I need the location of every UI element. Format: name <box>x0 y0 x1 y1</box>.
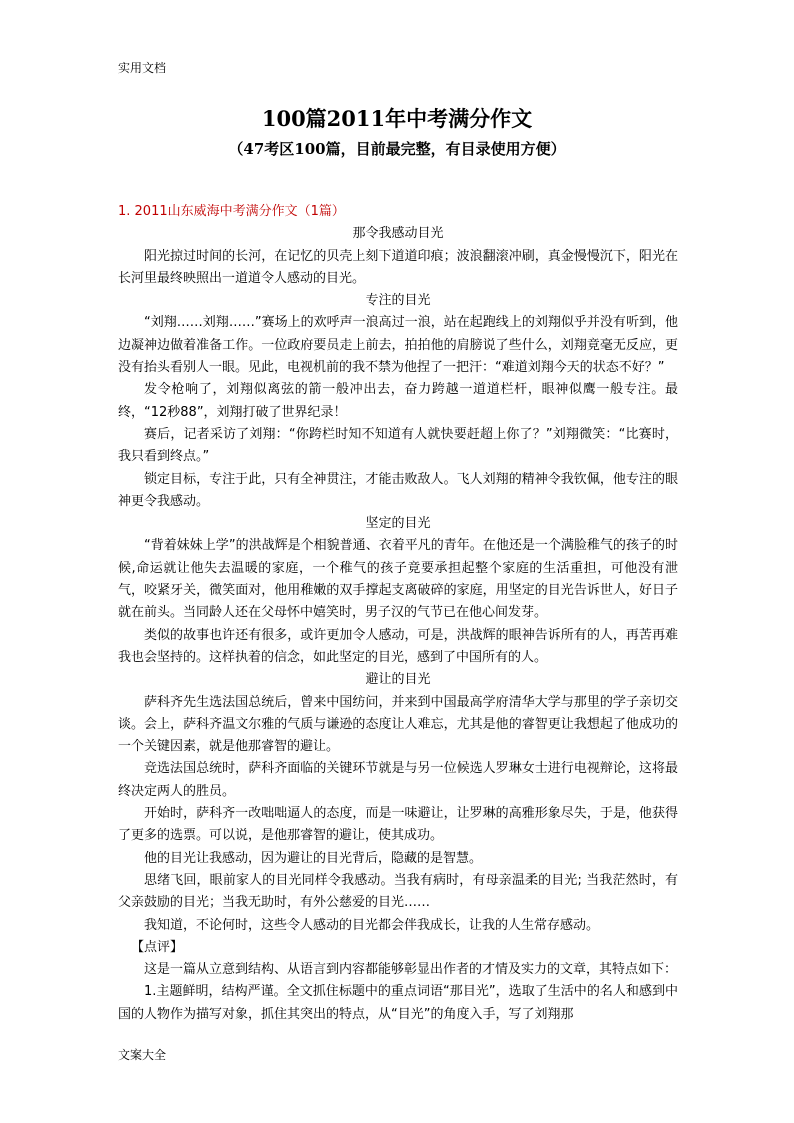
paragraph: 类似的故事也许还有很多，或许更加令人感动，可是，洪战辉的眼神告诉所有的人，再苦再难我也会坚持的。这样执着的信念，如此坚定的目光，感到了中国所有的人。 <box>118 627 678 665</box>
subheading-firm-gaze: 坚定的目光 <box>365 516 431 532</box>
paragraph: “刘翔……刘翔……”赛场上的欢呼声一浪高过一浪，站在起跑线上的刘翔似乎并没有听到，他边凝神边做着准备工作。一位政府要员走上前去，拍拍他的肩膀说了些什么，刘翔竟毫无反应，更没有抬头看别人一眼。见此，电视机前的我不禁为他捏了一把汗：“难道刘翔今天的状态不好？” <box>118 315 678 376</box>
paragraph: 我知道，不论何时，这些令人感动的目光都会伴我成长，让我的人生常存感动。 <box>144 917 600 933</box>
subheading-yielding-gaze: 避让的目光 <box>365 672 431 688</box>
paragraph: 开始时，萨科齐一改咄咄逼人的态度，而是一味避让，让罗琳的高雅形象尽失，于是，他获得了更多的选票。可以说，是他那睿智的避让，使其成功。 <box>118 806 678 844</box>
subheading-focused-gaze: 专注的目光 <box>365 293 431 309</box>
paragraph: 发令枪响了，刘翔似离弦的箭一般冲出去，奋力跨越一道道栏杆，眼神似鹰一般专注。最终，“12秒88”，刘翔打破了世界纪录！ <box>118 382 678 420</box>
document-body <box>118 201 678 1026</box>
paragraph: 赛后，记者采访了刘翔：“你跨栏时知不知道有人就快要赶超上你了？”刘翔微笑：“比赛时，我只看到终点。” <box>118 426 678 465</box>
paragraph: 1.主题鲜明，结构严谨。全文抓住标题中的重点词语“那目光”，选取了生活中的名人和感到中国的人物作为描写对象，抓住其突出的特点，从“目光”的角度入手，写了刘翔那 <box>118 984 678 1022</box>
page-footer-label: 文案大全 <box>118 1048 167 1062</box>
paragraph: 他的目光让我感动，因为避让的目光背后，隐藏的是智慧。 <box>144 850 483 866</box>
review-label: 【点评】 <box>131 939 184 955</box>
section-heading[interactable]: 1. 2011山东威海中考满分作文（1篇） <box>118 204 345 219</box>
paragraph: “背着妹妹上学”的洪战辉是个相貌普通、衣着平凡的青年。在他还是一个满脸稚气的孩子的时候,命运就让他失去温暖的家庭，一个稚气的孩子竟要承担起整个家庭的生活重担，可他没有泄气，咬紧牙关，微笑面对，他用稚嫩的双手撑起支离破碎的家庭，用坚定的目光告诉世人，好日子就在前头。当同龄人还在父母怀中嬉笑时，男子汉的气节已在他心间发芽。 <box>118 538 678 621</box>
paragraph-intro: 阳光掠过时间的长河，在记忆的贝壳上刻下道道印痕；波浪翻滚冲刷，真金慢慢沉下，阳光在长河里最终映照出一道道令人感动的目光。 <box>118 248 678 286</box>
paragraph: 锁定目标，专注于此，只有全神贯注，才能击败敌人。飞人刘翔的精神令我钦佩，他专注的眼神更令我感动。 <box>118 471 678 509</box>
paragraph: 竞选法国总统时，萨科齐面临的关键环节就是与另一位候选人罗琳女士进行电视辩论，这将最终决定两人的胜员。 <box>118 761 678 799</box>
essay-title: 那令我感动目光 <box>352 226 444 242</box>
document-title: 100篇2011年中考满分作文 <box>261 106 533 131</box>
page-header-label: 实用文档 <box>118 61 167 75</box>
paragraph: 萨科齐先生选法国总统后，曾来中国纺问，并来到中国最高学府清华大学与那里的学子亲切交谈。会上，萨科齐温文尔雅的气质与谦逊的态度让人难忘，尤其是他的睿智更让我想起了他成功的一个关键因素，就是他那睿智的避让。 <box>118 694 678 755</box>
document-subtitle: （47考区100篇，目前最完整，有目录使用方便） <box>228 140 566 158</box>
paragraph: 思绪飞回，眼前家人的目光同样令我感动。当我有病时，有母亲温柔的目光; 当我茫然时，有父亲鼓励的目光；当我无助时，有外公慈爱的目光…… <box>118 872 678 911</box>
paragraph: 这是一篇从立意到结构、从语言到内容都能够彰显出作者的才情及实力的文章，其特点如下： <box>144 962 678 978</box>
